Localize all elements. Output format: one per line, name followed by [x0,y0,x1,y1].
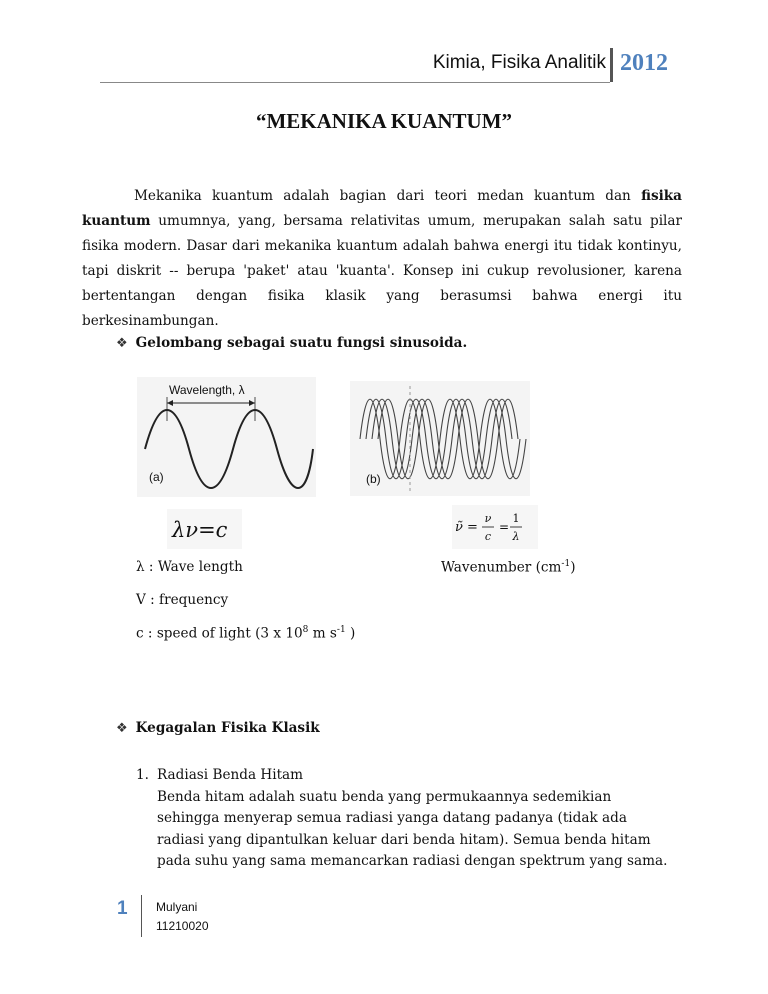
panel-label-b: (b) [366,472,381,486]
diamond-bullet-icon: ❖ [116,336,128,351]
definition-lambda: λ : Wave length [136,559,243,575]
section-heading-kegagalan [116,720,320,736]
formula-wave-speed [167,509,242,549]
intro-paragraph [82,184,682,334]
figure-multiple-waves [350,381,530,496]
formula-wave-speed-text: λν=c [172,518,228,542]
document-title: “MEKANIKA KUANTUM” [255,109,513,133]
header-title: Kimia, Fisika Analitik [432,52,606,73]
intro-text-2: umumnya, yang, bersama relativitas umum, merupakan salah satu pilar fisika modern. Dasar dari mekanika kuantum adalah bahwa energi itu tidak kontinyu, tapi diskrit -- berupa 'paket' atau 'kuanta'. Konsep ini cukup revolusioner, karena bertentangan dengan fisika klasik yang berasumsi bahwa energi itu berkesinambungan. [82,213,682,329]
intro-bold-term: fisika kuantum [82,188,682,229]
panel-label-a: (a) [149,470,164,484]
speed-end: ) [345,625,356,642]
list-item-title: Radiasi Benda Hitam [157,767,304,783]
speed-mid: m s [308,625,337,642]
wavelength-label: Wavelength, λ [169,383,245,397]
author-name: Mulyani [156,900,198,914]
multi-sine-wave-graphic [350,381,530,496]
list-item-number: 1. [136,767,149,783]
diamond-bullet-icon: ❖ [116,721,128,736]
sine-wave-graphic [137,377,316,497]
page-number: 1 [117,898,128,919]
wavenumber-sup: -1 [561,559,571,569]
numbered-list [136,765,676,873]
definition-speed-of-light [136,625,355,642]
formula-den1: c [484,530,492,543]
header-rule [100,82,610,83]
header-year: 2012 [620,50,668,76]
formula-wavenumber [452,505,538,549]
list-item [136,765,676,873]
definition-frequency: V : frequency [136,592,229,608]
footer-divider [141,895,142,937]
wavenumber-text: Wavenumber (cm [441,559,562,576]
section-heading-text: Gelombang sebagai suatu fungsi sinusoida. [135,335,468,351]
speed-sup-minus1: -1 [336,625,346,635]
formula-den2: λ [512,530,520,543]
formula-num2: 1 [512,512,520,525]
student-id: 11210020 [156,919,209,933]
list-item-body: Benda hitam adalah suatu benda yang permukaannya sedemikian sehingga menyerap semua radiasi yanga datang padanya (tidak ada radiasi yang dipantulkan keluar dari benda hitam). Semua benda hitam pada suhu yang sama memancarkan radiasi dengan spektrum yang sama. [157,788,668,869]
speed-text: c : speed of light (3 x 10 [136,625,303,642]
section-heading-gelombang [116,335,467,351]
formula-eq: = [499,520,510,534]
figure-wavelength [137,377,316,497]
footer-author [156,898,209,936]
section-heading-text: Kegagalan Fisika Klasik [135,720,320,736]
wavenumber-end: ) [570,559,576,576]
speed-sup-8: 8 [302,625,309,635]
definition-wavenumber [441,559,576,576]
header-divider [610,48,613,82]
formula-num1: ν [484,512,492,525]
intro-text-1: Mekanika kuantum adalah bagian dari teori medan kuantum dan [134,188,642,204]
formula-wavenumber-lhs: ν̃ = [455,520,478,535]
